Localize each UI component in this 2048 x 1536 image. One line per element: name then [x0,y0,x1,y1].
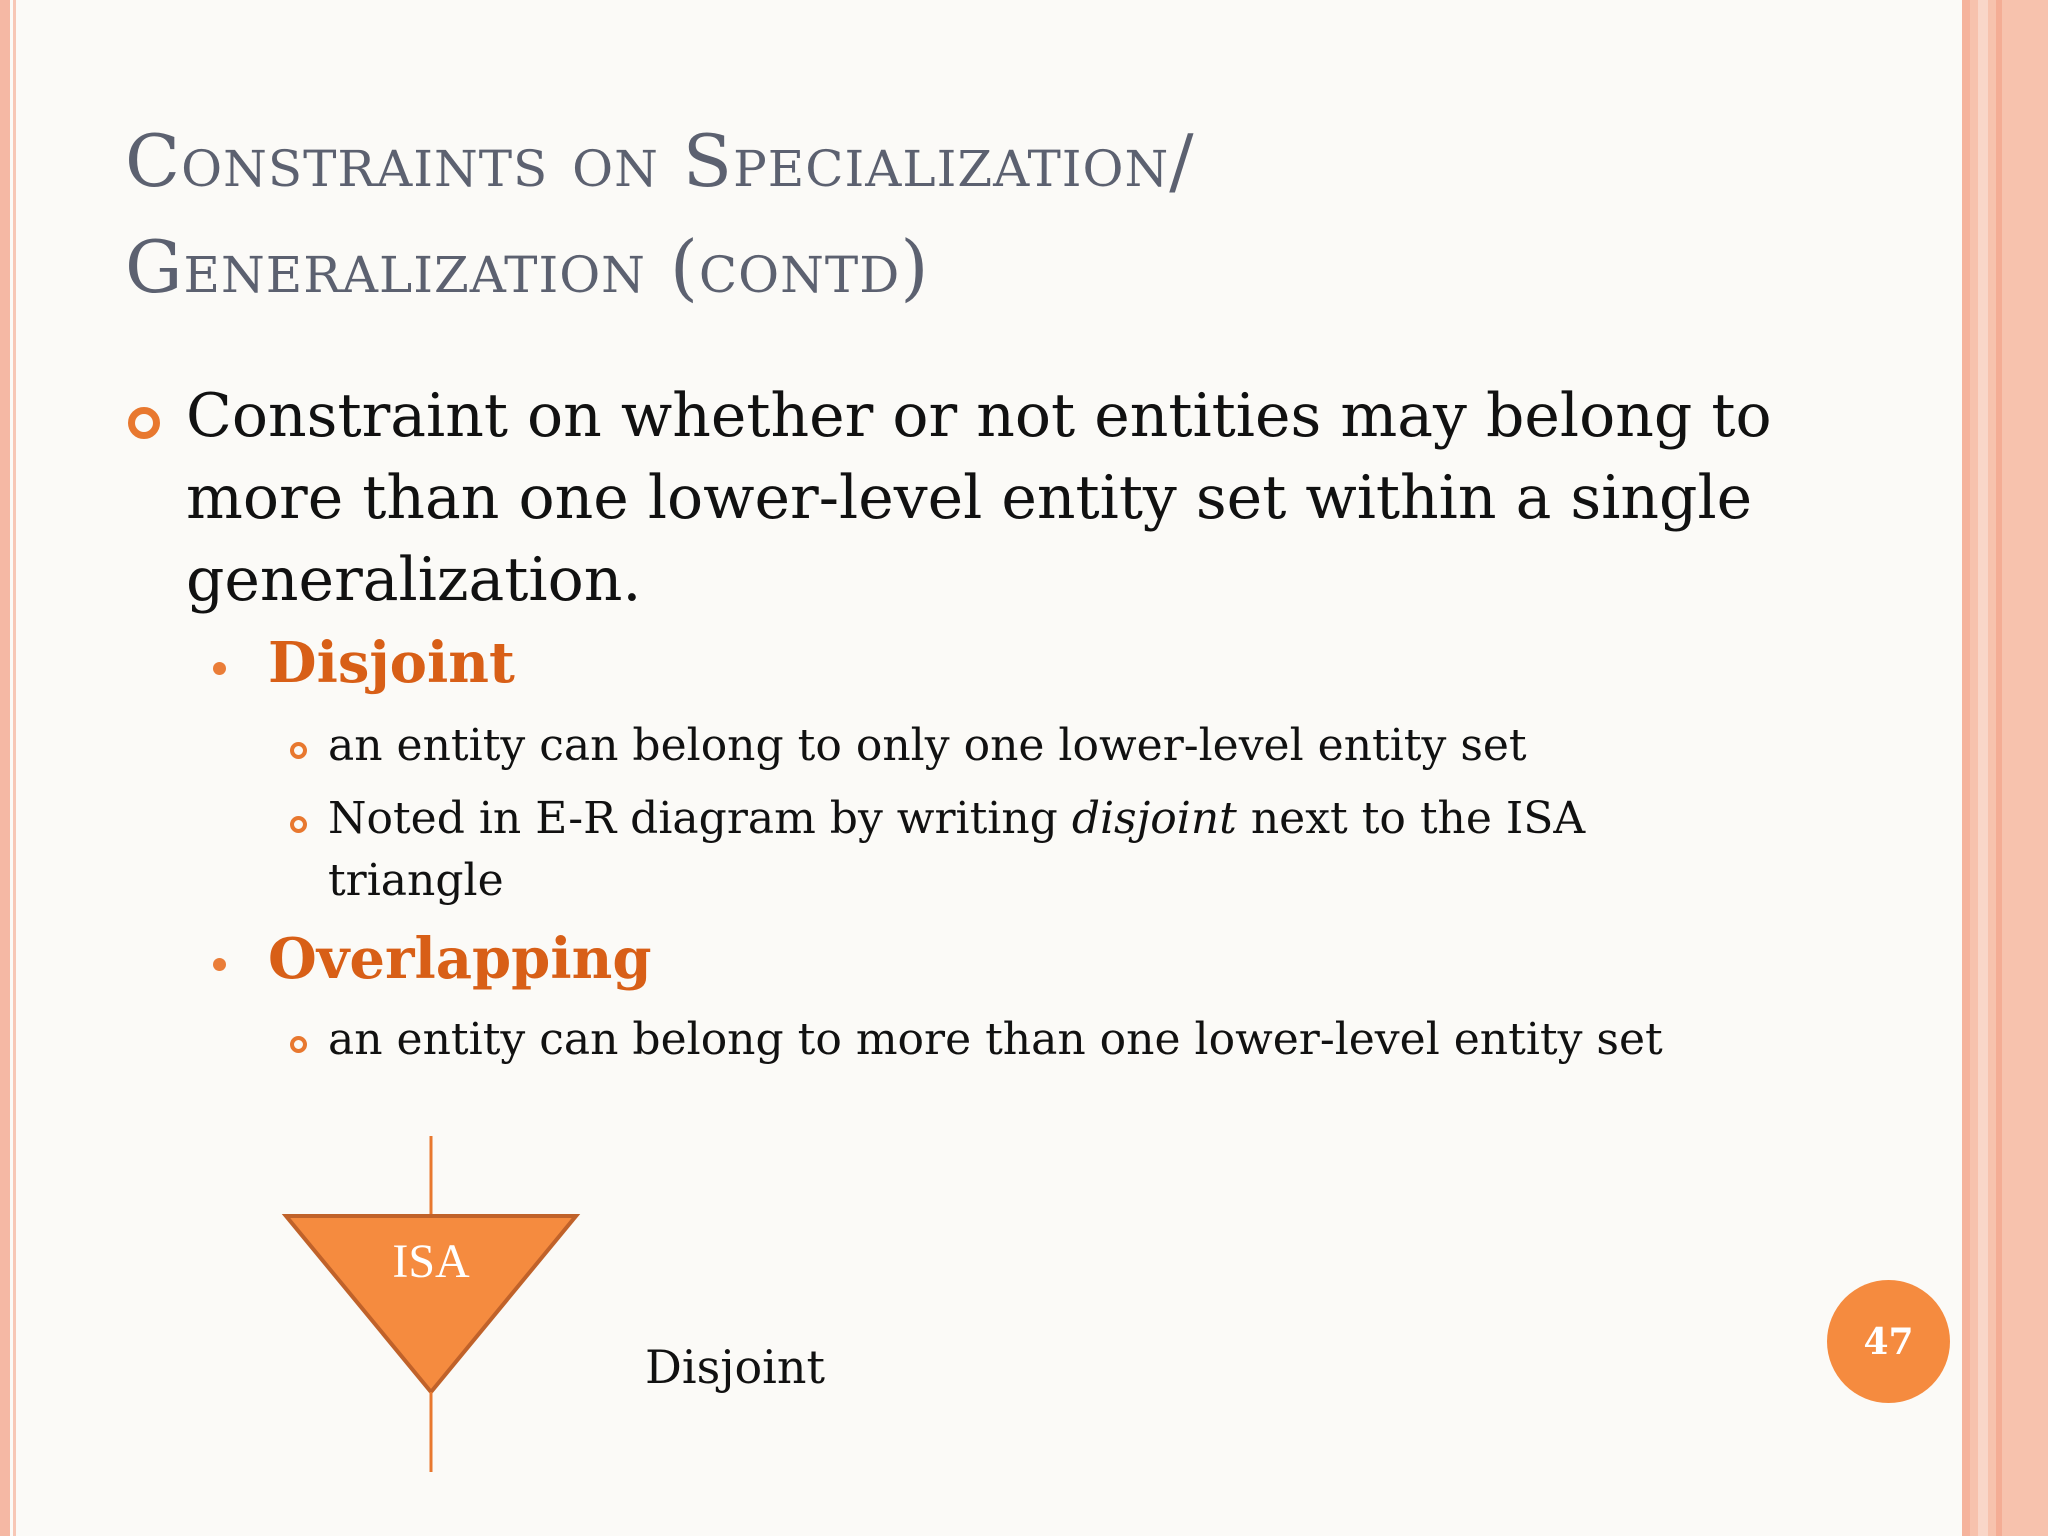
ring-bullet-icon [128,407,160,439]
title-line-1: Constraints on Specialization/ [125,119,1195,203]
right-border-line [1996,0,2002,1536]
page-number-badge [1827,1280,1950,1403]
dot-bullet-icon [213,662,226,675]
disjoint-annotation: Disjoint [645,1340,825,1394]
isa-diagram [280,1130,600,1480]
left-border-line [13,0,16,1536]
page-number: 47 [1863,1320,1914,1363]
right-border-line [1962,0,1970,1536]
main-point: Constraint on whether or not entities may belong to more than one lower-level entity set within a single generalization. [186,381,1772,615]
disjoint-point-2 [328,788,1748,912]
overlapping-point-1: an entity can belong to more than one lower-level entity set [328,1014,1663,1065]
title-line-2: Generalization (contd) [125,225,930,309]
disjoint-point-2-tail: next to the ISA triangle [328,793,1586,906]
ring-bullet-icon [290,1036,307,1053]
disjoint-point-2-text: Noted in E-R diagram by writing [328,793,1072,844]
ring-bullet-icon [290,742,307,759]
disjoint-italic: disjoint [1071,793,1237,844]
slide-title [125,108,1905,320]
dot-bullet-icon [213,958,226,971]
heading-disjoint: Disjoint [268,630,515,696]
heading-overlapping: Overlapping [268,926,652,992]
ring-bullet-icon [290,816,307,833]
isa-label: ISA [392,1235,470,1288]
left-border-stripe [0,0,10,1536]
right-border-line [1978,0,1988,1536]
disjoint-point-1: an entity can belong to only one lower-level entity set [328,720,1527,771]
